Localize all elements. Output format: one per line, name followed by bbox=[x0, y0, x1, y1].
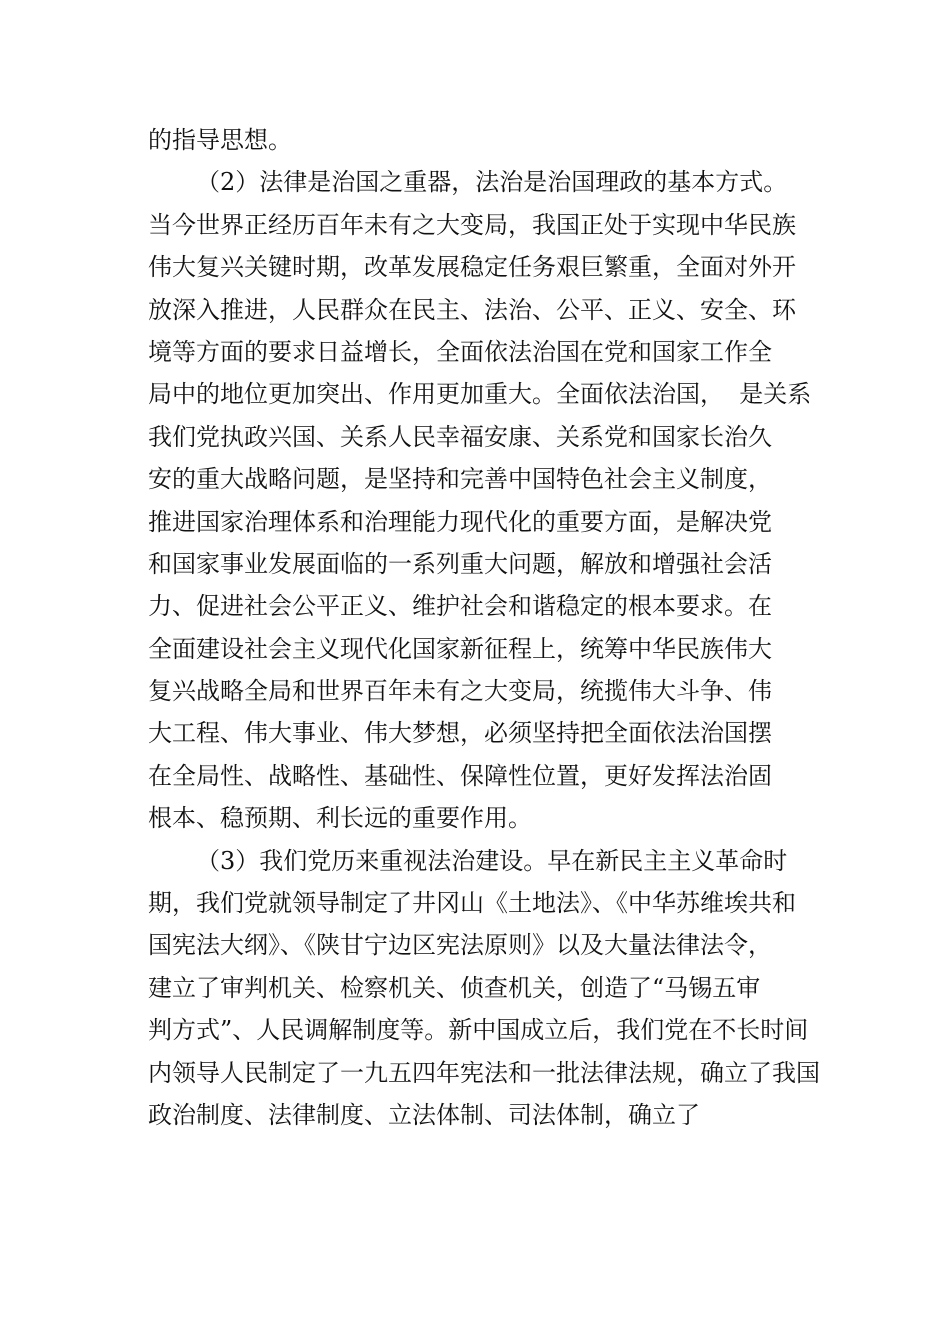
text-line: 我们党执政兴国、关系人民幸福安康、关系党和国家长治久 bbox=[148, 422, 772, 451]
text-line: 判方式”、人民调解制度等。新中国成立后，我们党在不长时间 bbox=[148, 1016, 809, 1045]
text-line: 推进国家治理体系和治理能力现代化的重要方面，是解决党 bbox=[148, 507, 772, 536]
text-line: 国宪法大纲》、《陕甘宁边区宪法原则》以及大量法律法令， bbox=[148, 931, 772, 960]
body-text bbox=[148, 119, 820, 1136]
text-line: 当今世界正经历百年未有之大变局，我国正处于实现中华民族 bbox=[148, 210, 796, 239]
text-line: 在全局性、战略性、基础性、保障性位置，更好发挥法治固 bbox=[148, 761, 772, 790]
paragraph-3-first-line: （3）我们党历来重视法治建设。早在新民主主义革命时 bbox=[196, 846, 788, 875]
text-line: 全面建设社会主义现代化国家新征程上，统筹中华民族伟大 bbox=[148, 634, 772, 663]
text-line: 放深入推进，人民群众在民主、法治、公平、正义、安全、环 bbox=[148, 295, 796, 324]
text-line: 和国家事业发展面临的一系列重大问题，解放和增强社会活 bbox=[148, 549, 772, 578]
text-line: 建立了审判机关、检察机关、侦查机关，创造了“马锡五审 bbox=[148, 973, 761, 1002]
text-line: 根本、稳预期、利长远的重要作用。 bbox=[148, 804, 532, 833]
paragraph-2-first-line: （2）法律是治国之重器，法治是治国理政的基本方式。 bbox=[196, 168, 788, 197]
text-line: 的指导思想。 bbox=[148, 126, 292, 154]
text-line: 境等方面的要求日益增长，全面依法治国在党和国家工作全 bbox=[148, 337, 772, 366]
text-line: 大工程、伟大事业、伟大梦想，必须坚持把全面依法治国摆 bbox=[148, 719, 772, 748]
text-line: 安的重大战略问题，是坚持和完善中国特色社会主义制度， bbox=[148, 465, 772, 494]
text-line: 力、促进社会公平正义、维护社会和谐稳定的根本要求。在 bbox=[148, 592, 772, 621]
text-line: 期，我们党就领导制定了井冈山《土地法》、《中华苏维埃共和 bbox=[148, 889, 796, 918]
text-line: 政治制度、法律制度、立法体制、司法体制，确立了 bbox=[148, 1100, 700, 1129]
text-line: 局中的地位更加突出、作用更加重大。全面依法治国， 是关系 bbox=[148, 380, 812, 409]
text-line: 内领导人民制定了一九五四年宪法和一批法律法规，确立了我国 bbox=[148, 1058, 820, 1087]
text-line: 伟大复兴关键时期，改革发展稳定任务艰巨繁重，全面对外开 bbox=[148, 253, 796, 282]
text-line: 复兴战略全局和世界百年未有之大变局，统揽伟大斗争、伟 bbox=[148, 677, 772, 706]
